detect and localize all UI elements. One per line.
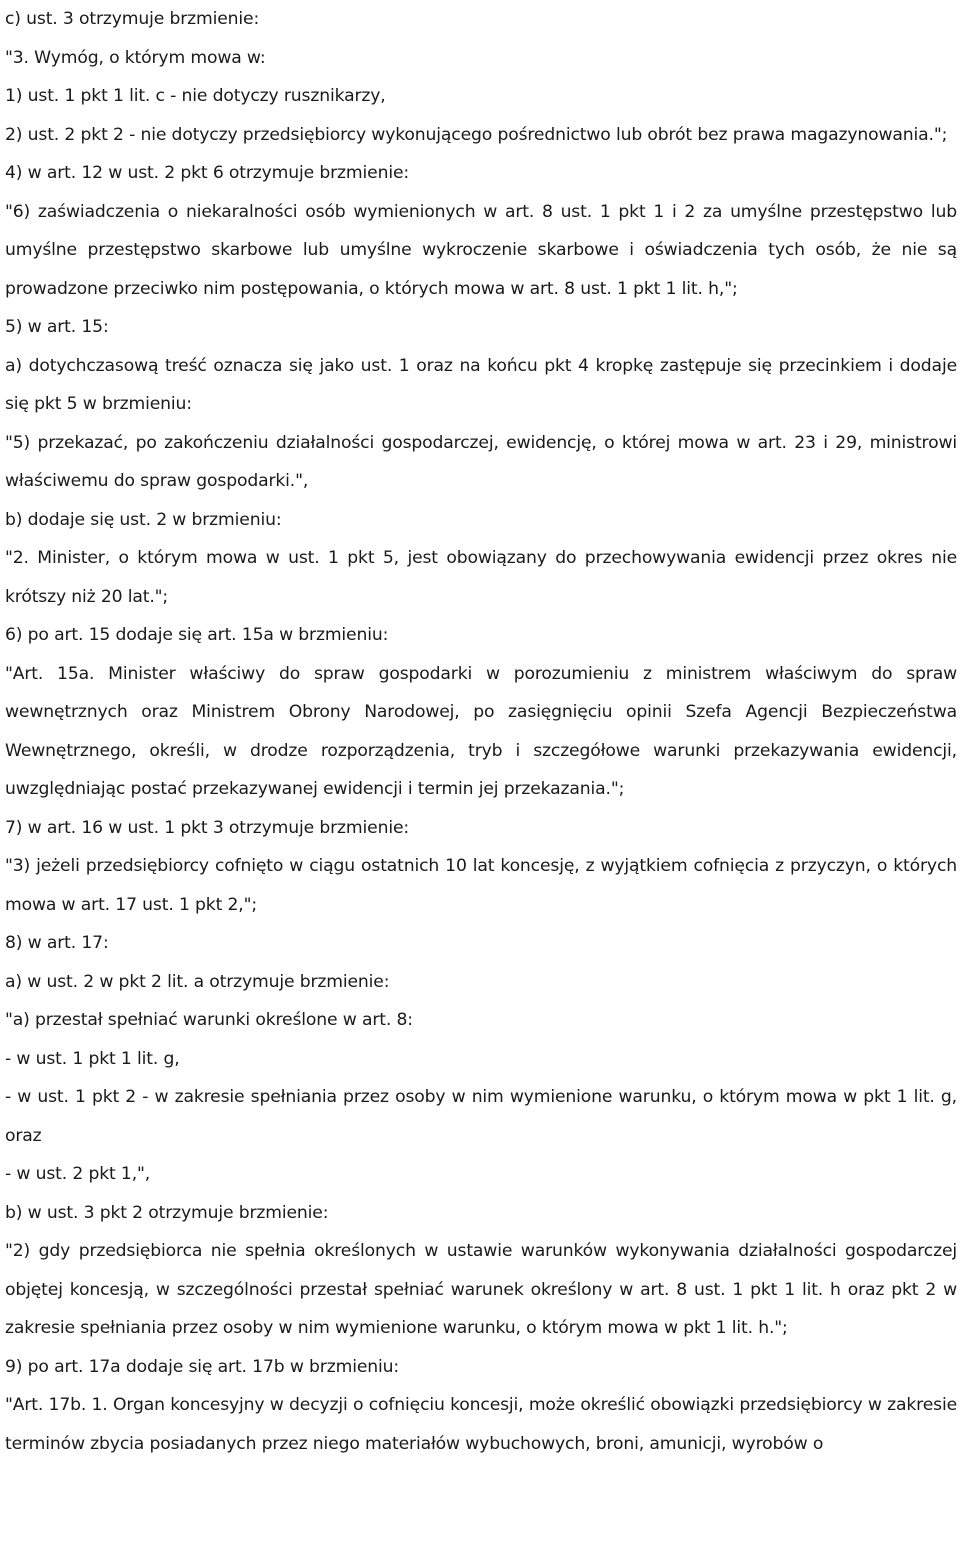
paragraph: 2) ust. 2 pkt 2 - nie dotyczy przedsiębiorcy wykonującego pośrednictwo lub obrót bez prawa magazynowania.";	[5, 124, 948, 145]
paragraph: - w ust. 1 pkt 1 lit. g,	[5, 1048, 180, 1069]
document-body	[5, 0, 957, 1463]
paragraph: "a) przestał spełniać warunki określone w art. 8:	[5, 1010, 413, 1030]
paragraph: a) w ust. 2 w pkt 2 lit. a otrzymuje brzmienie:	[5, 971, 390, 992]
paragraph: - w ust. 2 pkt 1,",	[5, 1164, 151, 1184]
paragraph: a) dotychczasową treść oznacza się jako ust. 1 oraz na końcu pkt 4 kropkę zastępuje się przecinkiem i dodaje się pkt 5 w brzmieniu:	[5, 355, 957, 414]
paragraph: "Art. 15a. Minister właściwy do spraw gospodarki w porozumieniu z ministrem właściwym do spraw wewnętrznych oraz Ministrem Obrony Narodowej, po zasięgnięciu opinii Szefa Agencji Bezpieczeństwa Wewnętrznego, określi, w drodze rozporządzenia, tryb i szczegółowe warunki przekazywania ewidencji, uwzględniając postać przekazywanej ewidencji i termin jej przekazania.";	[5, 663, 957, 799]
paragraph: b) w ust. 3 pkt 2 otrzymuje brzmienie:	[5, 1202, 329, 1223]
paragraph: 7) w art. 16 w ust. 1 pkt 3 otrzymuje brzmienie:	[5, 817, 410, 838]
paragraph: "3) jeżeli przedsiębiorcy cofnięto w ciągu ostatnich 10 lat koncesję, z wyjątkiem cofnięcia z przyczyn, o których mowa w art. 17 ust. 1 pkt 2,";	[5, 856, 957, 915]
paragraph: "2) gdy przedsiębiorca nie spełnia określonych w ustawie warunków wykonywania działalności gospodarczej objętej koncesją, w szczególności przestał spełniać warunek określony w art. 8 ust. 1 pkt 1 lit. h oraz pkt 2 w zakresie spełniania przez osoby w nim wymienione warunku, o którym mowa w pkt 1 lit. h.";	[5, 1241, 957, 1338]
paragraph: "Art. 17b. 1. Organ koncesyjny w decyzji o cofnięciu koncesji, może określić obowiązki przedsiębiorcy w zakresie terminów zbycia posiadanych przez niego materiałów wybuchowych, broni, amunicji, wyrobów o	[5, 1395, 957, 1454]
paragraph: 8) w art. 17:	[5, 933, 109, 953]
paragraph: b) dodaje się ust. 2 w brzmieniu:	[5, 509, 282, 530]
paragraph: - w ust. 1 pkt 2 - w zakresie spełniania przez osoby w nim wymienione warunku, o którym mowa w pkt 1 lit. g, oraz	[5, 1087, 957, 1146]
paragraph: "2. Minister, o którym mowa w ust. 1 pkt 5, jest obowiązany do przechowywania ewidencji przez okres nie krótszy niż 20 lat.";	[5, 548, 957, 607]
paragraph: 6) po art. 15 dodaje się art. 15a w brzmieniu:	[5, 625, 389, 645]
paragraph: 9) po art. 17a dodaje się art. 17b w brzmieniu:	[5, 1356, 399, 1377]
paragraph: 5) w art. 15:	[5, 317, 109, 337]
paragraph: 4) w art. 12 w ust. 2 pkt 6 otrzymuje brzmienie:	[5, 163, 410, 183]
paragraph: "5) przekazać, po zakończeniu działalności gospodarczej, ewidencję, o której mowa w art. 23 i 29, ministrowi właściwemu do spraw gospodarki.",	[5, 432, 957, 491]
paragraph: "3. Wymóg, o którym mowa w:	[5, 47, 266, 68]
paragraph: 1) ust. 1 pkt 1 lit. c - nie dotyczy rusznikarzy,	[5, 86, 386, 106]
paragraph: c) ust. 3 otrzymuje brzmienie:	[5, 9, 260, 29]
paragraph: "6) zaświadczenia o niekaralności osób wymienionych w art. 8 ust. 1 pkt 1 i 2 za umyślne przestępstwo lub umyślne przestępstwo skarbowe lub umyślne wykroczenie skarbowe i oświadczenia tych osób, że nie są prowadzone przeciwko nim postępowania, o których mowa w art. 8 ust. 1 pkt 1 lit. h,";	[5, 201, 957, 299]
